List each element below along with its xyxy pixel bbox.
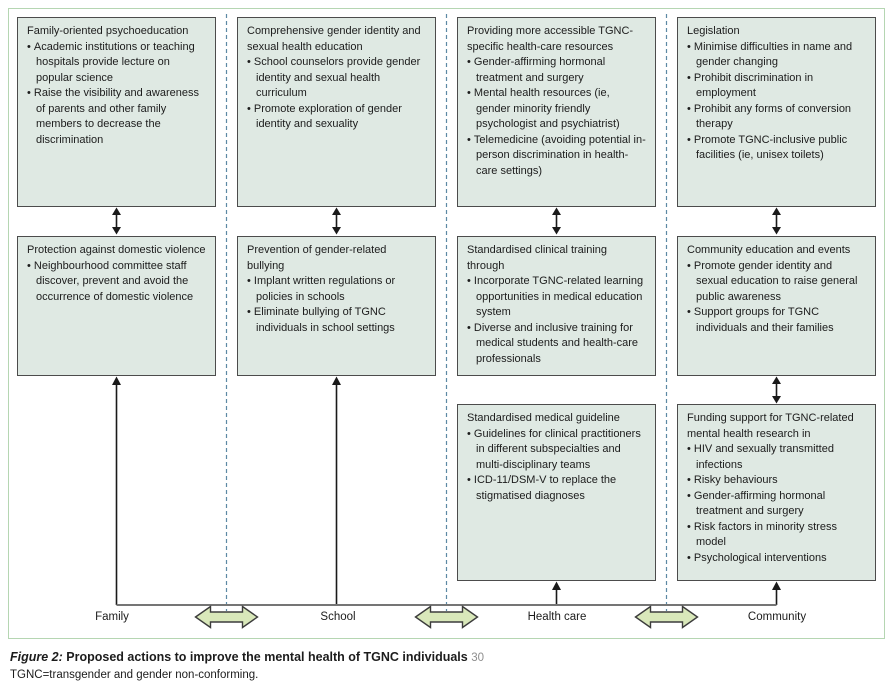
box-gender-identity-education — [237, 17, 436, 207]
bullet-item: • Prohibit any forms of conversion therapy — [687, 102, 866, 133]
bullet-item: • Promote gender identity and sexual education to raise general public awareness — [687, 259, 866, 306]
bullet-item: • Prohibit discrimination in employment — [687, 71, 866, 102]
bullet-item: • Risk factors in minority stress model — [687, 520, 866, 551]
bullet-item: • Gender-affirming hormonal treatment and surgery — [687, 489, 866, 520]
bullet-item: • Implant written regulations or policies in schools — [247, 274, 426, 305]
box-title: Community education and events — [687, 244, 851, 256]
box-title: Family-oriented psychoeducation — [27, 25, 189, 37]
box-title: Prevention of gender-related bullying — [247, 244, 387, 272]
figure-caption-note: TGNC=transgender and gender non-conforming. — [10, 669, 259, 681]
bullet-item: • Guidelines for clinical practitioners in different subspecialties and multi-disciplinary teams — [467, 427, 646, 474]
bullet-item: • Incorporate TGNC-related learning opportunities in medical education system — [467, 274, 646, 321]
box-legislation — [677, 17, 876, 207]
box-clinical-training — [457, 236, 656, 376]
domain-label-health-care: Health care — [527, 611, 587, 623]
bullet-item: • Promote exploration of gender identity and sexuality — [247, 102, 426, 133]
bullet-item: • Minimise difficulties in name and gender changing — [687, 40, 866, 71]
bullet-item: • Promote TGNC-inclusive public facilities (ie, unisex toilets) — [687, 133, 866, 164]
box-family-psychoeducation — [17, 17, 216, 207]
box-bullying-prevention — [237, 236, 436, 376]
bullet-item: • Telemedicine (avoiding potential in-person discrimination in health-care settings) — [467, 133, 646, 180]
figure-caption-reference: 30 — [471, 652, 485, 664]
figure-caption-label: Figure 2: — [10, 650, 63, 664]
bullet-item: • Neighbourhood committee staff discover, prevent and avoid the occurrence of domestic violence — [27, 259, 206, 306]
figure-caption — [10, 650, 484, 664]
bullet-item: • Academic institutions or teaching hospitals provide lecture on popular science — [27, 40, 206, 87]
bullet-item: • Mental health resources (ie, gender minority friendly psychologist and psychiatrist) — [467, 86, 646, 133]
figure-caption-title: Proposed actions to improve the mental health of TGNC individuals — [66, 650, 468, 664]
box-title: Protection against domestic violence — [27, 244, 206, 256]
bullet-item: • Risky behaviours — [687, 473, 866, 489]
box-title: Providing more accessible TGNC-specific health-care resources — [467, 25, 634, 53]
box-research-funding — [677, 404, 876, 581]
domain-label-school: School — [320, 611, 356, 623]
bullet-item: • Raise the visibility and awareness of parents and other family members to decrease the discrimination — [27, 86, 206, 148]
bullet-item: • School counselors provide gender identity and sexual health curriculum — [247, 55, 426, 102]
bullet-item: • Diverse and inclusive training for medical students and health-care professionals — [467, 321, 646, 368]
bullet-item: • Gender-affirming hormonal treatment and surgery — [467, 55, 646, 86]
box-domestic-violence-protection — [17, 236, 216, 376]
box-accessible-healthcare-resources — [457, 17, 656, 207]
box-title: Legislation — [687, 25, 740, 37]
domain-label-community: Community — [747, 611, 807, 623]
box-title: Funding support for TGNC-related mental health research in — [687, 412, 854, 440]
bullet-item: • Psychological interventions — [687, 551, 866, 567]
domain-label-family: Family — [95, 611, 129, 623]
bullet-item: • ICD-11/DSM-V to replace the stigmatised diagnoses — [467, 473, 646, 504]
bullet-item: • Eliminate bullying of TGNC individuals in school settings — [247, 305, 426, 336]
bullet-item: • Support groups for TGNC individuals and their families — [687, 305, 866, 336]
bullet-item: • HIV and sexually transmitted infections — [687, 442, 866, 473]
box-title: Comprehensive gender identity and sexual health education — [247, 25, 421, 53]
box-title: Standardised medical guideline — [467, 412, 620, 424]
box-community-education — [677, 236, 876, 376]
box-title: Standardised clinical training through — [467, 244, 608, 272]
box-medical-guideline — [457, 404, 656, 581]
